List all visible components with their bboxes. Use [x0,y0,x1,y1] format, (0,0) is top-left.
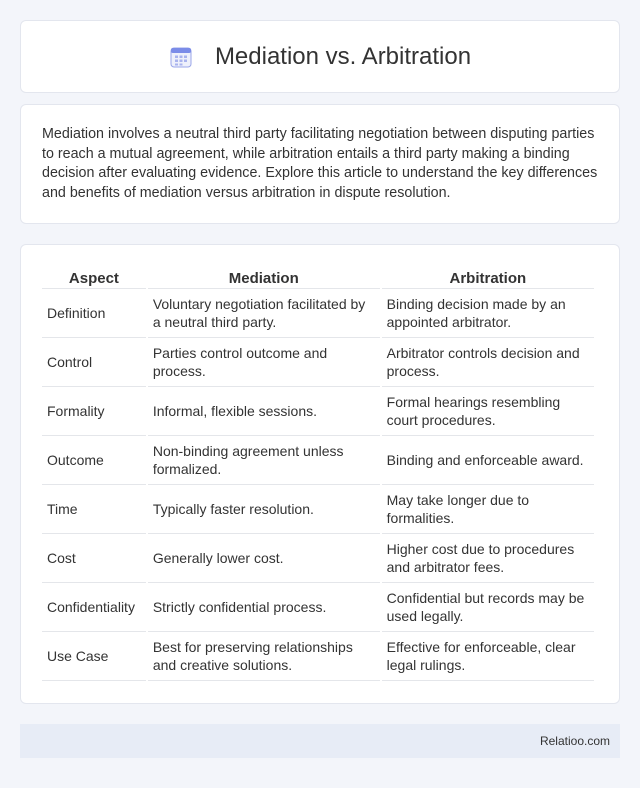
intro-card [20,104,620,224]
footer [20,724,620,758]
table-row [42,632,594,681]
cell-aspect: Time [42,485,146,534]
header-arbitration: Arbitration [382,267,594,289]
cell-arbitration: May take longer due to formalities. [382,485,594,534]
cell-mediation: Voluntary negotiation facilitated by a neutral third party. [148,289,380,338]
cell-mediation: Typically faster resolution. [148,485,380,534]
cell-aspect: Formality [42,387,146,436]
cell-mediation: Parties control outcome and process. [148,338,380,387]
table-header-row [42,267,594,289]
cell-aspect: Cost [42,534,146,583]
cell-arbitration: Binding and enforceable award. [382,436,594,485]
intro-text: Mediation involves a neutral third party facilitating negotiation between disputing parties to reach a mutual agreement, while arbitration entails a third party making a binding decision after evaluating evidence. Explore this article to understand the key differences and benefits of mediation versus arbitration in dispute resolution. [42,126,598,201]
cell-mediation: Generally lower cost. [148,534,380,583]
cell-aspect: Control [42,338,146,387]
table-row [42,387,594,436]
calendar-icon [169,45,193,69]
cell-mediation: Non-binding agreement unless formalized. [148,436,380,485]
comparison-table [40,267,596,681]
table-row [42,534,594,583]
header-aspect: Aspect [42,267,146,289]
table-row [42,485,594,534]
cell-aspect: Confidentiality [42,583,146,632]
cell-aspect: Use Case [42,632,146,681]
page-title: Mediation vs. Arbitration [214,42,472,70]
table-row [42,338,594,387]
cell-mediation: Best for preserving relationships and creative solutions. [148,632,380,681]
cell-arbitration: Higher cost due to procedures and arbitrator fees. [382,534,594,583]
cell-arbitration: Formal hearings resembling court procedures. [382,387,594,436]
comparison-table-card [20,244,620,704]
table-row [42,583,594,632]
cell-arbitration: Binding decision made by an appointed arbitrator. [382,289,594,338]
cell-arbitration: Confidential but records may be used legally. [382,583,594,632]
cell-mediation: Informal, flexible sessions. [148,387,380,436]
cell-aspect: Outcome [42,436,146,485]
footer-site: Relatioo.com [539,734,610,748]
cell-mediation: Strictly confidential process. [148,583,380,632]
cell-aspect: Definition [42,289,146,338]
cell-arbitration: Effective for enforceable, clear legal rulings. [382,632,594,681]
table-row [42,289,594,338]
title-card [20,20,620,93]
cell-arbitration: Arbitrator controls decision and process. [382,338,594,387]
header-mediation: Mediation [148,267,380,289]
table-row [42,436,594,485]
